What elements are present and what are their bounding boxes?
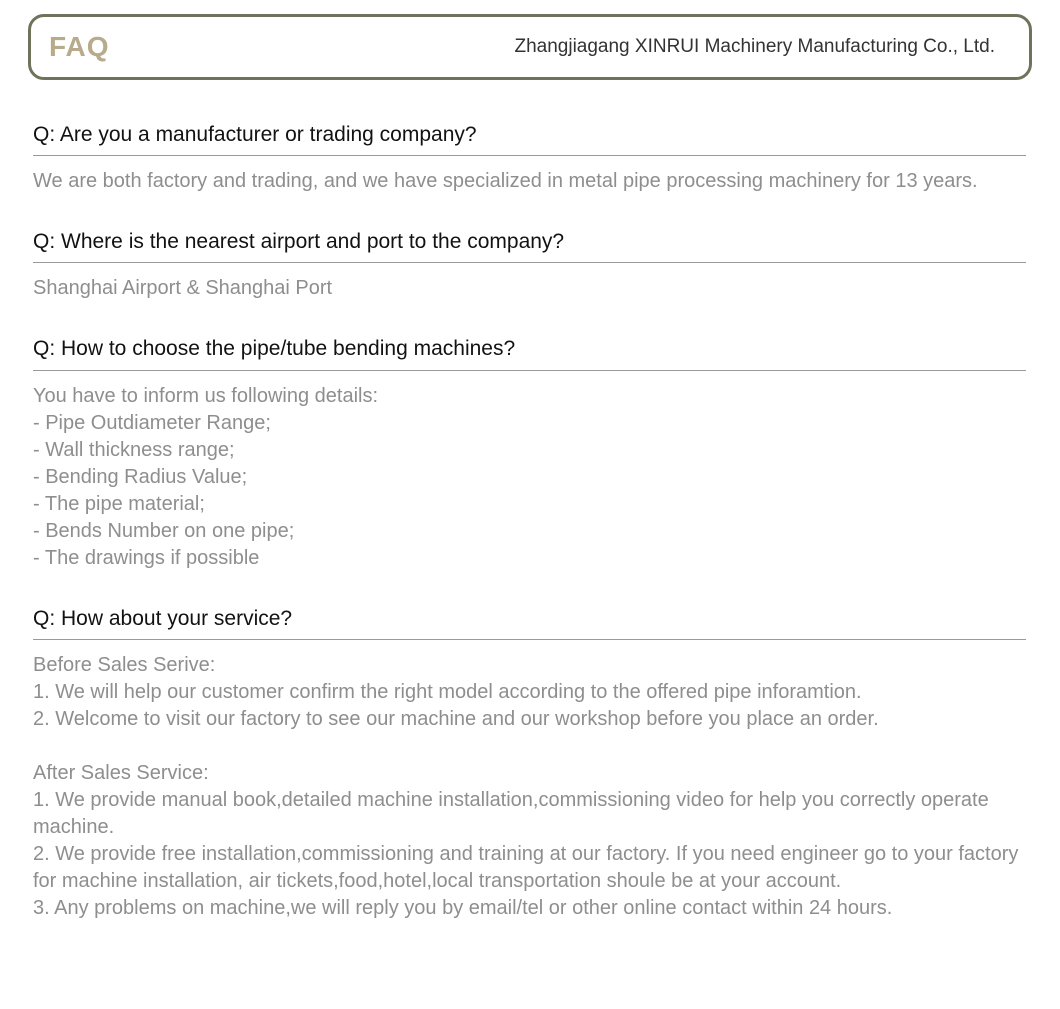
- faq-question: Q: How about your service?: [33, 606, 293, 630]
- faq-answer: [33, 275, 1026, 302]
- answer-block: [33, 275, 1026, 302]
- answer-block-before-sales: [33, 652, 1026, 733]
- answer-line: - Bending Radius Value;: [33, 465, 248, 488]
- answer-line: - The pipe material;: [33, 492, 205, 515]
- divider: [33, 155, 1026, 156]
- answer-line: - Pipe Outdiameter Range;: [33, 411, 271, 434]
- answer-line: We are both factory and trading, and we have specialized in metal pipe processing machinery for 13 years.: [33, 170, 978, 193]
- faq-section-manufacturer: [33, 122, 1026, 195]
- answer-line: - Bends Number on one pipe;: [33, 519, 295, 542]
- faq-section-service: [33, 606, 1026, 922]
- faq-answer: [33, 383, 1026, 572]
- answer-line: 2. We provide free installation,commissioning and training at our factory. If you need engineer go to your factory for machine installation, air tickets,food,hotel,local transportation shoule be at your account.: [33, 842, 1019, 892]
- answer-block-after-sales: [33, 760, 1026, 922]
- divider: [33, 262, 1026, 263]
- answer-line: You have to inform us following details:: [33, 384, 379, 407]
- faq-page: [0, 14, 1060, 922]
- faq-question: Q: Where is the nearest airport and port to the company?: [33, 230, 565, 254]
- faq-question: Q: How to choose the pipe/tube bending machines?: [33, 337, 516, 361]
- answer-line: - Wall thickness range;: [33, 438, 235, 461]
- divider: [33, 370, 1026, 371]
- answer-line: - The drawings if possible: [33, 546, 260, 569]
- answer-line: 3. Any problems on machine,we will reply you by email/tel or other online contact within 24 hours.: [33, 896, 893, 919]
- answer-line: 1. We provide manual book,detailed machine installation,commissioning video for help you correctly operate machine.: [33, 788, 989, 838]
- answer-line: Before Sales Serive:: [33, 653, 216, 676]
- faq-section-airport: [33, 229, 1026, 302]
- answer-line: 2. Welcome to visit our factory to see our machine and our workshop before you place an order.: [33, 707, 879, 730]
- answer-line: 1. We will help our customer confirm the right model according to the offered pipe inforamtion.: [33, 680, 862, 703]
- answer-line: Shanghai Airport & Shanghai Port: [33, 277, 333, 300]
- company-name: Zhangjiagang XINRUI Machinery Manufacturing Co., Ltd.: [514, 36, 995, 57]
- answer-line: After Sales Service:: [33, 761, 209, 784]
- faq-answer: [33, 652, 1026, 922]
- faq-question: Q: Are you a manufacturer or trading company?: [33, 123, 477, 146]
- faq-answer: [33, 168, 1026, 195]
- header-banner: [28, 14, 1032, 80]
- faq-section-choose-machine: [33, 336, 1026, 571]
- faq-title: FAQ: [49, 31, 110, 62]
- faq-content: [0, 122, 1060, 922]
- answer-block: [33, 168, 1026, 195]
- answer-block: [33, 383, 1026, 572]
- divider: [33, 639, 1026, 640]
